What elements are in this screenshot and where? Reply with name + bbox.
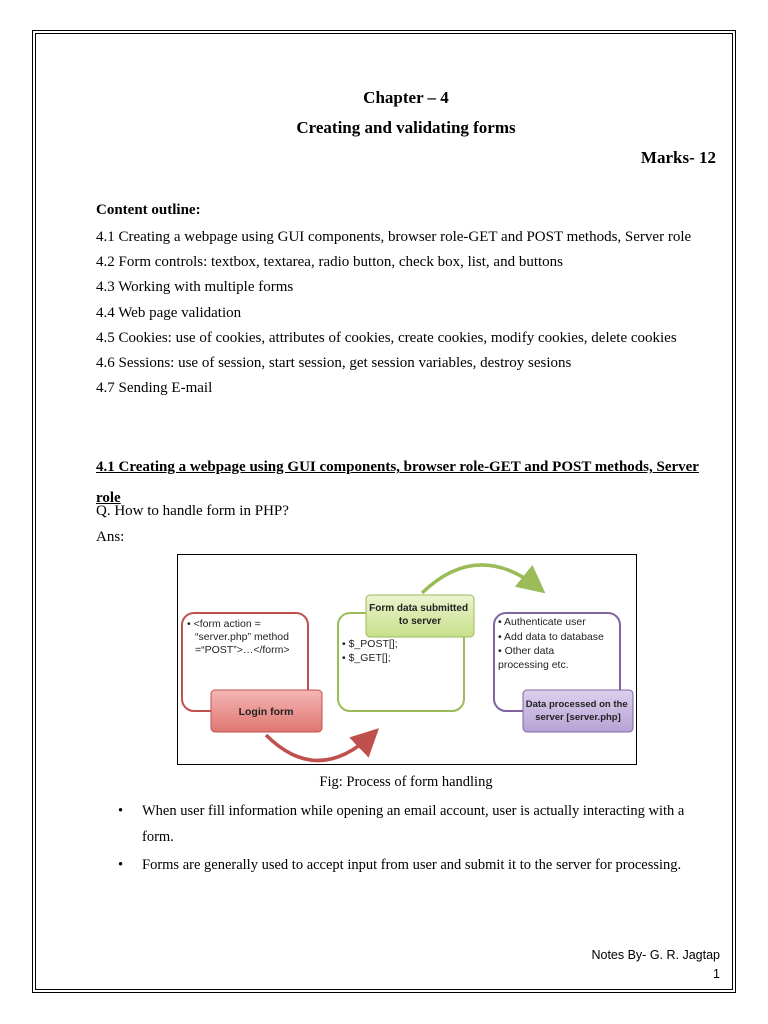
page-number: 1 [713,967,720,981]
chapter-title: Creating and validating forms [296,118,516,137]
answer-label: Ans: [96,529,125,545]
box3-label-line: server [server.php] [535,712,621,723]
box2-line: • $_GET[]; [342,652,391,664]
footer-author: Notes By- G. R. Jagtap [591,948,720,962]
box3-line: processing etc. [498,659,569,671]
box1-line: • <form action = [187,618,261,630]
outline-item: 4.5 Cookies: use of cookies, attributes of cookies, create cookies, modify cookies, delete cookies [96,329,677,346]
bullet-list [118,798,718,878]
arrow-login-to-submit [266,733,374,761]
question-text: Q. How to handle form in PHP? [96,503,289,519]
content-outline-heading: Content outline: [96,202,201,218]
box2-line: • $_POST[]; [342,638,398,650]
outline-item: 4.1 Creating a webpage using GUI components, browser role-GET and POST methods, Server role [96,229,692,245]
chapter-number: Chapter – 4 [363,88,449,107]
arrow-submit-to-server [422,565,540,593]
box3-line: • Add data to database [498,631,604,643]
box3-line: • Other data [498,645,555,657]
box1-line: “server.php” method [195,631,289,643]
outline-item: 4.4 Web page validation [96,304,242,321]
form-handling-diagram [178,555,636,764]
outline-item: 4.2 Form controls: textbox, textarea, radio button, check box, list, and buttons [96,254,563,271]
figure-caption: Fig: Process of form handling [319,774,493,790]
bullet-icon: • [118,803,124,819]
server-process-label-box [523,690,633,732]
bullet-item [118,852,718,878]
bullet-text: When user fill information while opening an email account, user is actually interacting with a form. [142,803,685,845]
marks-label: Marks- 12 [640,148,716,167]
bullet-icon: • [118,857,124,873]
outline-item: 4.6 Sessions: use of session, start session, get session variables, destroy sesions [96,355,572,372]
outline-item: 4.3 Working with multiple forms [96,279,294,296]
box3-label-line: Data processed on the [525,699,628,710]
bullet-item [118,798,718,850]
login-form-label: Login form [238,706,294,718]
outline-item: 4.7 Sending E-mail [96,380,213,397]
box1-line: =“POST”>…</form> [195,644,290,656]
box2-label-line: to server [398,616,442,627]
section-heading: 4.1 Creating a webpage using GUI components, browser role-GET and POST methods, Server role [96,459,699,506]
box3-line: • Authenticate user [498,616,586,628]
content-outline-list [96,225,691,401]
bullet-text: Forms are generally used to accept input from user and submit it to the server for processing. [142,857,682,873]
form-handling-figure [177,554,637,765]
box2-label-line: Form data submitted [369,603,469,614]
